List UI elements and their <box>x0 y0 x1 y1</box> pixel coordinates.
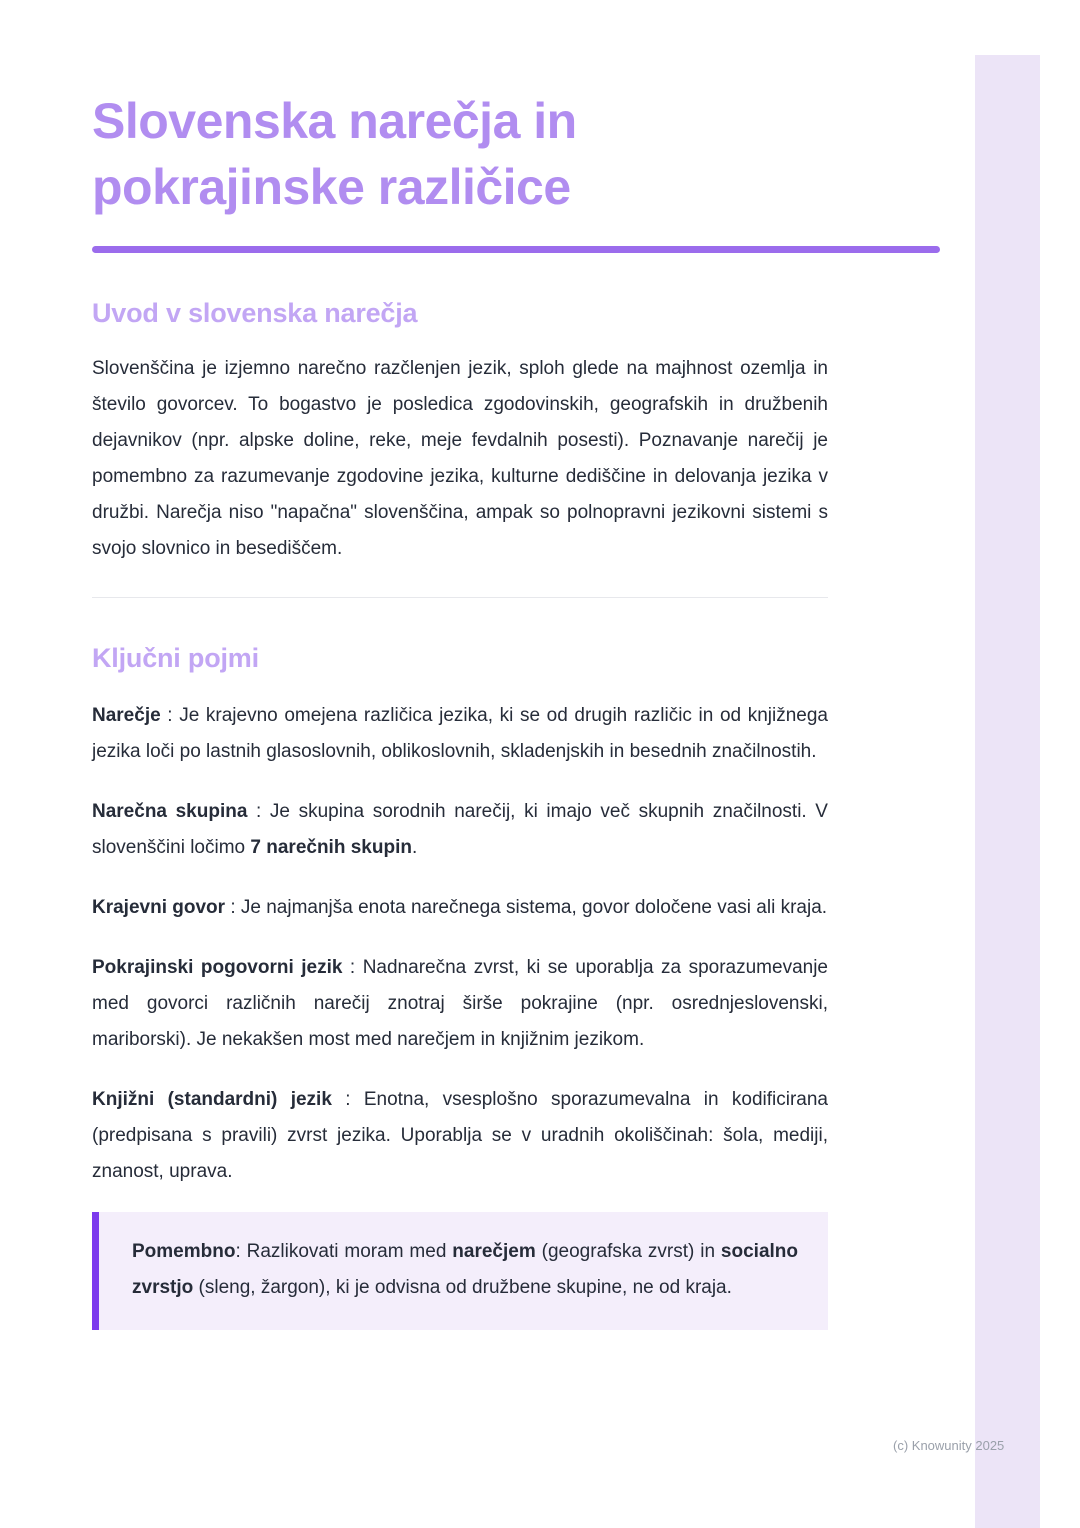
callout-part-2: (geografska zvrst) in <box>535 1241 721 1262</box>
page-title-line-2: pokrajinske različice <box>92 159 571 215</box>
page-title <box>92 88 828 220</box>
definition-body: Je najmanjša enota narečnega sistema, govor določene vasi ali kraja. <box>240 897 828 918</box>
title-underline-rule <box>92 246 940 253</box>
callout-part-3: (sleng, žargon), ki je odvisna od družbene skupine, ne od kraja. <box>193 1277 732 1298</box>
definition-narecna-skupina <box>92 794 828 866</box>
callout-bold-1: narečjem <box>452 1241 536 1262</box>
document-page <box>92 88 828 1330</box>
callout-part-1: : Razlikovati moram med <box>235 1241 453 1262</box>
callout-bold-2: socialno zvrstjo <box>132 1241 798 1298</box>
definition-body: Je skupina sorodnih narečij, ki imajo več skupnih značilnosti. V slovenščini ločimo <box>92 801 828 858</box>
definition-term: Pokrajinski pogovorni jezik <box>92 957 343 978</box>
definition-separator: : <box>342 957 363 978</box>
intro-paragraph: Slovenščina je izjemno narečno razčlenjen jezik, sploh glede na majhnost ozemlja in število govorcev. To bogastvo je posledica zgodovinskih, geografskih in družbenih dejavnikov (npr. alpske doline, reke, meje fevdalnih posesti). Poznavanje narečij je pomembno za razumevanje zgodovine jezika, kulturne dediščine in delovanja jezika v družbi. Narečja niso "napačna" slovenščina, ampak so polnopravni jezikovni sistemi s svojo slovnico in besediščem. <box>92 358 828 559</box>
definition-body-post: . <box>411 837 418 858</box>
callout-text <box>132 1234 798 1306</box>
definition-term: Krajevni govor <box>92 897 226 918</box>
definition-separator: : <box>247 801 270 822</box>
section-heading-uvod: Uvod v slovenska narečja <box>92 298 418 328</box>
definition-term: Narečje <box>92 705 161 726</box>
important-callout <box>92 1212 828 1330</box>
page-title-line-1: Slovenska narečja in <box>92 93 577 149</box>
definition-krajevni-govor <box>92 890 828 926</box>
definition-body: Enotna, vsesplošno sporazumevalna in kodificirana (predpisana s pravili) zvrst jezika. Uporablja se v uradnih okoliščinah: šola, mediji, znanost, uprava. <box>92 1089 828 1182</box>
definition-knjizni-jezik <box>92 1082 828 1190</box>
definition-separator: : <box>160 705 180 726</box>
definition-pokrajinski-pogovorni-jezik <box>92 950 828 1058</box>
footer-credit: (c) Knowunity 2025 <box>893 1438 1005 1453</box>
definition-body: Je krajevno omejena različica jezika, ki se od drugih različic in od knjižnega jezika loči po lastnih glasoslovnih, oblikoslovnih, skladenjskih in besednih značilnostih. <box>92 705 828 762</box>
section-heading-kljucni-pojmi: Ključni pojmi <box>92 643 259 673</box>
definition-body-bold: 7 narečnih skupin <box>250 837 412 858</box>
definition-body: Nadnarečna zvrst, ki se uporablja za sporazumevanje med govorci različnih narečij znotraj širše pokrajine (npr. osrednjeslovenski, mariborski). Je nekakšen most med narečjem in knjižnim jezikom. <box>92 957 828 1050</box>
definition-separator: : <box>331 1089 364 1110</box>
definition-term: Narečna skupina <box>92 801 248 822</box>
definition-separator: : <box>225 897 241 918</box>
definition-term: Knjižni (standardni) jezik <box>92 1089 332 1110</box>
page-edge-strip <box>975 55 1040 1528</box>
definition-narecje <box>92 698 828 770</box>
section-divider <box>92 597 828 598</box>
callout-lead: Pomembno <box>132 1241 236 1262</box>
